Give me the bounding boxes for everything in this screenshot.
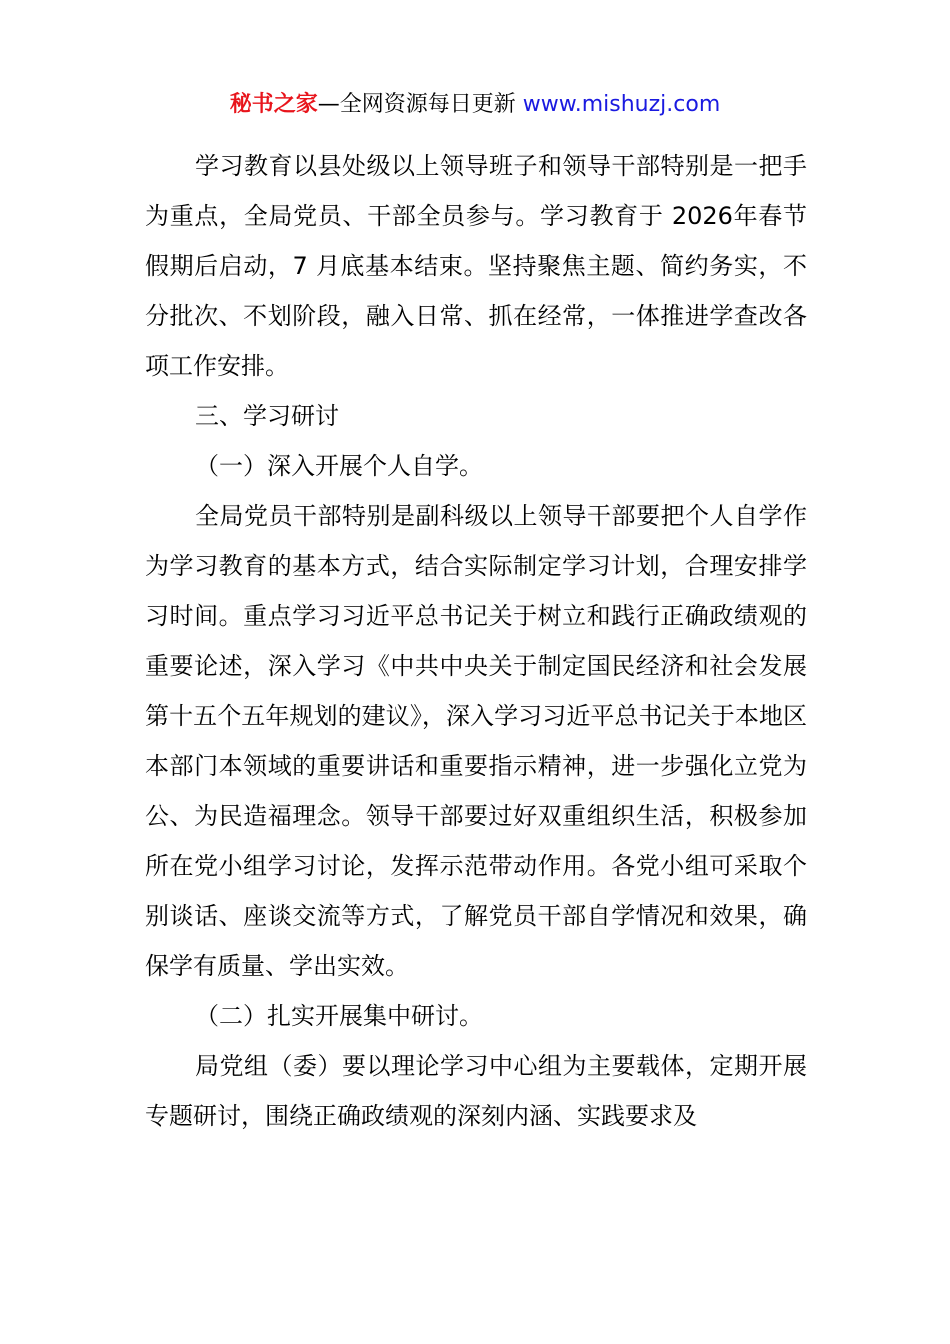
- paragraph-self-study: 全局党员干部特别是副科级以上领导干部要把个人自学作为学习教育的基本方式，结合实际制定学习计划，合理安排学习时间。重点学习习近平总书记关于树立和践行正确政绩观的重要论述，深入学习《中共中央关于制定国民经济和社会发展第十五个五年规划的建议》，深入学习习近平总书记关于本地区本部门本领域的重要讲话和重要指示精神，进一步强化立党为公、为民造福理念。领导干部要过好双重组织生活，积极参加所在党小组学习讨论，发挥示范带动作用。各党小组可采取个别谈话、座谈交流等方式，了解党员干部自学情况和效果，确保学有质量、学出实效。: [145, 502, 807, 980]
- document-body: [145, 141, 807, 1141]
- site-url-link[interactable]: www.mishuzj.com: [522, 92, 721, 117]
- section-heading-study-discussion: 三、学习研讨: [195, 402, 339, 430]
- subheading-self-study: （一）深入开展个人自学。: [195, 452, 483, 480]
- page-header: [0, 90, 950, 120]
- subheading-group-discussion: （二）扎实开展集中研讨。: [195, 1002, 483, 1030]
- header-slogan: —全网资源每日更新: [317, 92, 516, 117]
- brand-name: 秘书之家: [229, 92, 318, 117]
- paragraph-intro: 学习教育以县处级以上领导班子和领导干部特别是一把手为重点，全局党员、干部全员参与。学习教育于 2026年春节假期后启动，7 月底基本结束。坚持聚焦主题、简约务实，不分批次、不划阶段，融入日常、抓在经常，一体推进学查改各项工作安排。: [145, 152, 807, 380]
- paragraph-group-discussion: 局党组（委）要以理论学习中心组为主要载体，定期开展专题研讨，围绕正确政绩观的深刻内涵、实践要求及: [145, 1052, 807, 1130]
